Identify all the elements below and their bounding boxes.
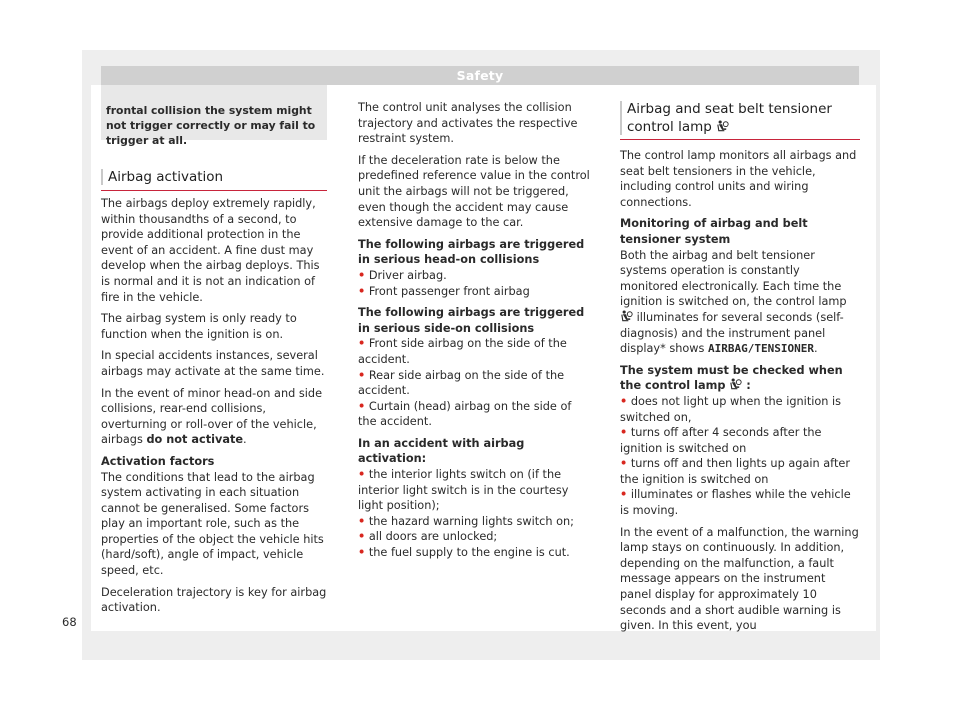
bullet-list-head-on [358, 268, 593, 299]
paragraph: The control unit analyses the collision trajectory and activates the respective restraint system. [358, 101, 578, 146]
subheading-text: Activation factors [101, 454, 215, 468]
list-item [358, 529, 593, 545]
paragraph: The conditions that lead to the airbag system activating in each situation cannot be generalised. Some factors play an important role, such as the properties of the object the vehicle hits (hard/soft), angle of impact, vehicle speed, etc. [101, 470, 324, 578]
bullet-icon: • [358, 284, 366, 298]
subheading [358, 436, 593, 467]
emphasis: do not activate [146, 433, 244, 447]
subheading [358, 237, 593, 268]
list-item [358, 268, 593, 284]
list-item-text: Driver airbag. [368, 268, 447, 282]
subheading [101, 454, 331, 470]
chapter-header: Safety [101, 66, 859, 85]
list-item [620, 394, 860, 425]
paragraph: The control lamp monitors all airbags and seat belt tensioners in the vehicle, including control units and wiring connections. [620, 149, 857, 209]
paragraph: Deceleration trajectory is key for airbag activation. [101, 585, 327, 615]
list-item-text: the interior lights switch on (if the interior light switch is in the courtesy light position); [358, 468, 569, 513]
bullet-icon: • [358, 546, 366, 560]
bullet-icon: • [358, 514, 366, 528]
list-item-text: Rear side airbag on the side of the accident. [358, 368, 565, 398]
list-item-text: turns off and then lights up again after the ignition is switched on [620, 457, 850, 486]
bullet-icon: • [358, 468, 366, 482]
subheading [620, 216, 860, 247]
subheading-text: The following airbags are triggered in serious side-on collisions [358, 306, 585, 335]
page-number: 68 [62, 615, 77, 629]
text-run: . [814, 342, 818, 356]
list-item-text: illuminates or flashes while the vehicle is moving. [620, 488, 851, 518]
list-item [358, 336, 593, 367]
text-run: . [243, 433, 247, 447]
list-item-text: the hazard warning lights switch on; [368, 514, 574, 528]
bullet-icon: • [358, 399, 366, 413]
list-item-text: the fuel supply to the engine is cut. [368, 546, 570, 560]
bullet-icon: • [358, 337, 366, 351]
section-rule [101, 190, 327, 191]
section-title-control-lamp [627, 100, 867, 136]
column-2 [358, 100, 593, 561]
text-run: illuminates for several seconds (self-diagnosis) and the instrument panel display* shows [620, 310, 844, 356]
paragraph: If the deceleration rate is below the predefined reference value in the control unit the airbags will not be triggered, even though the accident may cause extensive damage to the car. [358, 153, 590, 230]
subheading-text: In an accident with airbag activation: [358, 436, 525, 466]
bullet-list-check [620, 394, 860, 519]
subheading [358, 305, 593, 336]
paragraph [620, 248, 860, 357]
column-3 [620, 148, 860, 640]
airbag-seat-occupant-icon [716, 120, 729, 133]
section-title-airbag-activation: Airbag activation [108, 169, 224, 185]
list-item [358, 368, 593, 399]
list-item-text: Curtain (head) airbag on the side of the accident. [358, 399, 572, 429]
list-item-text: turns off after 4 seconds after the ignition is switched on [620, 426, 822, 455]
list-item [358, 545, 593, 561]
page [91, 85, 876, 631]
list-item [358, 284, 593, 300]
section-rule [620, 139, 860, 140]
warning-box [101, 85, 327, 147]
paragraph: In the event of a malfunction, the warning lamp stays on continuously. In addition, depending on the malfunction, a fault message appears on the instrument panel display for approximately 10 seconds and a short audible warning is given. In this event, you [620, 525, 859, 633]
paragraph [101, 386, 331, 448]
paragraph: The airbag system is only ready to function when the ignition is on. [101, 312, 297, 341]
column-1 [101, 196, 331, 622]
subheading-text: The system must be checked when the control lamp [620, 363, 843, 393]
airbag-seat-occupant-icon [620, 310, 633, 323]
list-item [358, 399, 593, 430]
section-title-text: Airbag and seat belt tensioner control lamp [627, 101, 832, 135]
bullet-icon: • [358, 268, 366, 282]
bullet-list-side-on [358, 336, 593, 430]
display-message: AIRBAG/TENSIONER [708, 342, 814, 356]
list-item [358, 514, 593, 530]
bullet-icon: • [358, 368, 366, 382]
list-item [620, 456, 860, 487]
bullet-icon: • [620, 394, 628, 408]
bullet-icon: • [620, 488, 628, 502]
list-item [620, 487, 860, 518]
airbag-seat-occupant-icon [729, 378, 742, 391]
subheading-text: The following airbags are triggered in serious head-on collisions [358, 237, 585, 267]
list-item-text: Front passenger front airbag [368, 284, 530, 298]
paragraph: In special accidents instances, several airbags may activate at the same time. [101, 349, 325, 378]
bullet-icon: • [620, 457, 628, 471]
list-item [620, 425, 860, 456]
bullet-icon: • [358, 530, 366, 544]
subheading-text: Monitoring of airbag and belt tensioner system [620, 217, 808, 246]
list-item [358, 467, 593, 514]
list-item-text: all doors are unlocked; [368, 530, 498, 544]
list-item-text: Front side airbag on the side of the accident. [358, 337, 567, 366]
subheading [620, 363, 860, 394]
bullet-icon: • [620, 426, 628, 440]
subheading-text: : [742, 379, 751, 393]
warning-text: frontal collision the system might not trigger correctly or may fail to trigger at all. [106, 104, 316, 147]
list-item-text: does not light up when the ignition is switched on, [620, 394, 842, 424]
text-run: In the event of minor head-on and side collisions, rear-end collisions, overturning or roll-over of the vehicle, airbags [101, 386, 323, 447]
text-run: Both the airbag and belt tensioner systems operation is constantly monitored electronically. Each time the ignition is switched on, the control lamp [620, 248, 847, 309]
bullet-list-activation [358, 467, 593, 561]
paragraph: The airbags deploy extremely rapidly, within thousandths of a second, to provide additional protection in the event of an accident. A fine dust may develop when the airbag deploys. This is normal and it is not an indication of fire in the vehicle. [101, 197, 320, 304]
